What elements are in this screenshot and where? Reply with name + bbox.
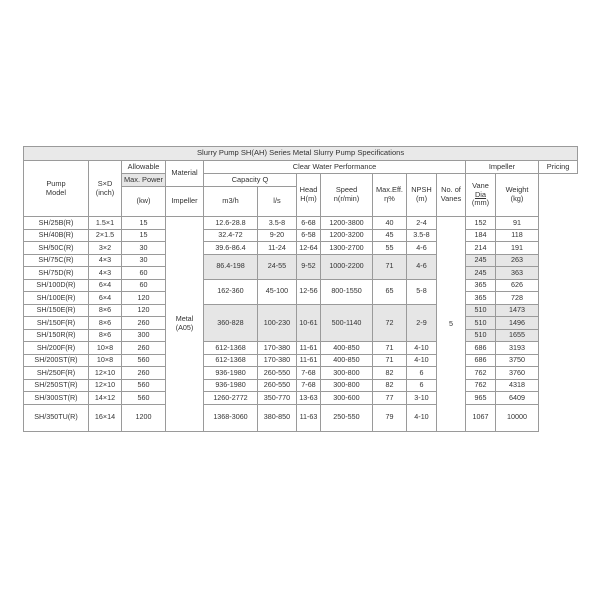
cell-dia: 184 (466, 229, 496, 242)
cell-npsh: 3-10 (407, 392, 437, 405)
header-clear-water: Clear Water Performance (204, 161, 466, 174)
cell-ls: 380-850 (258, 404, 297, 431)
cell-material: Metal (A05) (166, 217, 204, 432)
cell-m3h: 86.4-198 (204, 254, 258, 279)
cell-model: SH/40B(R) (24, 229, 89, 242)
cell-npsh: 6 (407, 379, 437, 392)
cell-head: 6-58 (297, 229, 321, 242)
cell-sd: 6×4 (89, 292, 122, 305)
cell-dia: 245 (466, 254, 496, 267)
table-row (24, 242, 578, 255)
header-max-eff: Max.Eff. η% (373, 174, 407, 217)
cell-kw: 30 (122, 254, 166, 267)
cell-speed: 800-1550 (321, 279, 373, 304)
table-row (24, 342, 578, 355)
table-row (24, 279, 578, 292)
cell-eff: 82 (373, 367, 407, 380)
cell-dia: 214 (466, 242, 496, 255)
cell-sd: 8×6 (89, 304, 122, 317)
cell-ls: 45-100 (258, 279, 297, 304)
cell-sd: 16×14 (89, 404, 122, 431)
header-material: Material (166, 161, 204, 187)
cell-sd: 12×10 (89, 367, 122, 380)
cell-dia: 365 (466, 292, 496, 305)
cell-m3h: 360-828 (204, 304, 258, 342)
cell-sd: 12×10 (89, 379, 122, 392)
cell-model: SH/150R(R) (24, 329, 89, 342)
cell-kw: 560 (122, 392, 166, 405)
cell-kw: 300 (122, 329, 166, 342)
cell-weight: 4318 (496, 379, 539, 392)
table-row (24, 367, 578, 380)
cell-weight: 1496 (496, 317, 539, 330)
header-sxd: S×D (inch) (89, 161, 122, 217)
cell-dia: 762 (466, 367, 496, 380)
cell-eff: 79 (373, 404, 407, 431)
cell-ls: 11-24 (258, 242, 297, 255)
table-row (24, 354, 578, 367)
cell-model: SH/75D(R) (24, 267, 89, 280)
cell-kw: 15 (122, 229, 166, 242)
cell-sd: 8×6 (89, 329, 122, 342)
cell-model: SH/350TU(R) (24, 404, 89, 431)
cell-dia: 510 (466, 304, 496, 317)
cell-sd: 6×4 (89, 279, 122, 292)
cell-kw: 260 (122, 342, 166, 355)
cell-kw: 1200 (122, 404, 166, 431)
cell-head: 11-63 (297, 404, 321, 431)
cell-eff: 71 (373, 354, 407, 367)
cell-kw: 120 (122, 292, 166, 305)
cell-kw: 560 (122, 354, 166, 367)
header-allowable: Allowable (122, 161, 166, 174)
cell-dia: 245 (466, 267, 496, 280)
cell-model: SH/200ST(R) (24, 354, 89, 367)
cell-m3h: 162-360 (204, 279, 258, 304)
table-row (24, 254, 578, 267)
cell-kw: 260 (122, 317, 166, 330)
cell-model: SH/25B(R) (24, 217, 89, 230)
header-pricing: Pricing (539, 161, 578, 174)
table-row (24, 404, 578, 431)
header-max-power: Max. Power (122, 174, 166, 187)
cell-model: SH/75C(R) (24, 254, 89, 267)
spec-table (23, 146, 578, 432)
cell-model: SH/100D(R) (24, 279, 89, 292)
cell-m3h: 1260-2772 (204, 392, 258, 405)
cell-dia: 762 (466, 379, 496, 392)
cell-eff: 55 (373, 242, 407, 255)
cell-head: 12-64 (297, 242, 321, 255)
cell-npsh: 4-10 (407, 342, 437, 355)
cell-speed: 1300-2700 (321, 242, 373, 255)
cell-dia: 510 (466, 329, 496, 342)
cell-speed: 1200-3800 (321, 217, 373, 230)
header-weight: Weight (kg) (496, 174, 539, 217)
cell-vanes: 5 (437, 217, 466, 432)
cell-weight: 363 (496, 267, 539, 280)
cell-ls: 350-770 (258, 392, 297, 405)
header-capacity: Capacity Q (204, 174, 297, 187)
cell-ls: 170-380 (258, 354, 297, 367)
cell-m3h: 32.4-72 (204, 229, 258, 242)
cell-model: SH/200F(R) (24, 342, 89, 355)
header-m3h: m3/h (204, 187, 258, 217)
cell-npsh: 2-9 (407, 304, 437, 342)
cell-eff: 82 (373, 379, 407, 392)
header-impeller: Impeller (466, 161, 539, 174)
cell-eff: 72 (373, 304, 407, 342)
cell-npsh: 4-10 (407, 404, 437, 431)
cell-ls: 3.5-8 (258, 217, 297, 230)
cell-speed: 400-850 (321, 342, 373, 355)
cell-npsh: 5-8 (407, 279, 437, 304)
table-row (24, 379, 578, 392)
header-head: Head H(m) (297, 174, 321, 217)
cell-sd: 3×2 (89, 242, 122, 255)
cell-npsh: 6 (407, 367, 437, 380)
cell-sd: 4×3 (89, 267, 122, 280)
table-row (24, 392, 578, 405)
cell-sd: 10×8 (89, 342, 122, 355)
cell-weight: 728 (496, 292, 539, 305)
cell-npsh: 2-4 (407, 217, 437, 230)
cell-weight: 191 (496, 242, 539, 255)
cell-sd: 2×1.5 (89, 229, 122, 242)
cell-dia: 510 (466, 317, 496, 330)
cell-model: SH/150E(R) (24, 304, 89, 317)
cell-m3h: 12.6-28.8 (204, 217, 258, 230)
cell-npsh: 4-10 (407, 354, 437, 367)
cell-eff: 77 (373, 392, 407, 405)
cell-speed: 300-600 (321, 392, 373, 405)
cell-model: SH/100E(R) (24, 292, 89, 305)
cell-weight: 91 (496, 217, 539, 230)
cell-head: 12-56 (297, 279, 321, 304)
cell-dia: 965 (466, 392, 496, 405)
cell-kw: 60 (122, 267, 166, 280)
cell-speed: 500-1140 (321, 304, 373, 342)
cell-head: 6-68 (297, 217, 321, 230)
cell-model: SH/300ST(R) (24, 392, 89, 405)
cell-eff: 71 (373, 254, 407, 279)
cell-npsh: 4-6 (407, 242, 437, 255)
cell-speed: 300-800 (321, 379, 373, 392)
cell-sd: 14×12 (89, 392, 122, 405)
cell-speed: 400-850 (321, 354, 373, 367)
cell-model: SH/150F(R) (24, 317, 89, 330)
cell-eff: 45 (373, 229, 407, 242)
header-vane-dia: Vane Dia (mm) (466, 174, 496, 217)
cell-model: SH/50C(R) (24, 242, 89, 255)
cell-dia: 152 (466, 217, 496, 230)
cell-kw: 560 (122, 379, 166, 392)
cell-weight: 1655 (496, 329, 539, 342)
header-npsh: NPSH (m) (407, 174, 437, 217)
cell-speed: 1200-3200 (321, 229, 373, 242)
cell-speed: 1000-2200 (321, 254, 373, 279)
cell-head: 13-63 (297, 392, 321, 405)
cell-kw: 30 (122, 242, 166, 255)
cell-eff: 71 (373, 342, 407, 355)
table-row (24, 217, 578, 230)
header-impeller-material: Impeller (166, 187, 204, 217)
cell-m3h: 612-1368 (204, 342, 258, 355)
cell-kw: 120 (122, 304, 166, 317)
cell-head: 7-68 (297, 379, 321, 392)
cell-weight: 3193 (496, 342, 539, 355)
cell-weight: 6409 (496, 392, 539, 405)
cell-ls: 260-550 (258, 367, 297, 380)
cell-ls: 170-380 (258, 342, 297, 355)
cell-m3h: 1368-3060 (204, 404, 258, 431)
cell-head: 7-68 (297, 367, 321, 380)
header-no-of-vanes: No. of Vanes (437, 174, 466, 217)
spec-table-container (23, 146, 577, 432)
table-row (24, 229, 578, 242)
cell-ls: 9-20 (258, 229, 297, 242)
cell-npsh: 3.5-8 (407, 229, 437, 242)
cell-dia: 686 (466, 342, 496, 355)
header-pump-model: Pump Model (24, 161, 89, 217)
cell-dia: 365 (466, 279, 496, 292)
cell-weight: 3750 (496, 354, 539, 367)
table-row (24, 304, 578, 317)
cell-head: 9-52 (297, 254, 321, 279)
cell-m3h: 612-1368 (204, 354, 258, 367)
cell-model: SH/250F(R) (24, 367, 89, 380)
cell-ls: 100-230 (258, 304, 297, 342)
cell-weight: 1473 (496, 304, 539, 317)
header-kw: (kw) (122, 187, 166, 217)
cell-head: 11-61 (297, 354, 321, 367)
cell-kw: 60 (122, 279, 166, 292)
cell-npsh: 4-6 (407, 254, 437, 279)
cell-head: 10-61 (297, 304, 321, 342)
cell-dia: 1067 (466, 404, 496, 431)
cell-eff: 40 (373, 217, 407, 230)
cell-weight: 10000 (496, 404, 539, 431)
cell-sd: 4×3 (89, 254, 122, 267)
cell-m3h: 39.6-86.4 (204, 242, 258, 255)
cell-sd: 1.5×1 (89, 217, 122, 230)
cell-ls: 24-55 (258, 254, 297, 279)
header-row-1 (24, 161, 578, 174)
cell-model: SH/250ST(R) (24, 379, 89, 392)
cell-weight: 3760 (496, 367, 539, 380)
cell-eff: 65 (373, 279, 407, 304)
cell-head: 11-61 (297, 342, 321, 355)
cell-kw: 15 (122, 217, 166, 230)
cell-sd: 8×6 (89, 317, 122, 330)
header-ls: l/s (258, 187, 297, 217)
title-row (24, 147, 578, 161)
cell-ls: 260-550 (258, 379, 297, 392)
cell-sd: 10×8 (89, 354, 122, 367)
cell-weight: 263 (496, 254, 539, 267)
cell-m3h: 936-1980 (204, 379, 258, 392)
cell-speed: 300-800 (321, 367, 373, 380)
header-speed: Speed n(r/min) (321, 174, 373, 217)
cell-weight: 118 (496, 229, 539, 242)
cell-kw: 260 (122, 367, 166, 380)
cell-speed: 250-550 (321, 404, 373, 431)
cell-dia: 686 (466, 354, 496, 367)
table-title: Slurry Pump SH(AH) Series Metal Slurry Pump Specifications (24, 147, 578, 161)
cell-weight: 626 (496, 279, 539, 292)
cell-m3h: 936-1980 (204, 367, 258, 380)
